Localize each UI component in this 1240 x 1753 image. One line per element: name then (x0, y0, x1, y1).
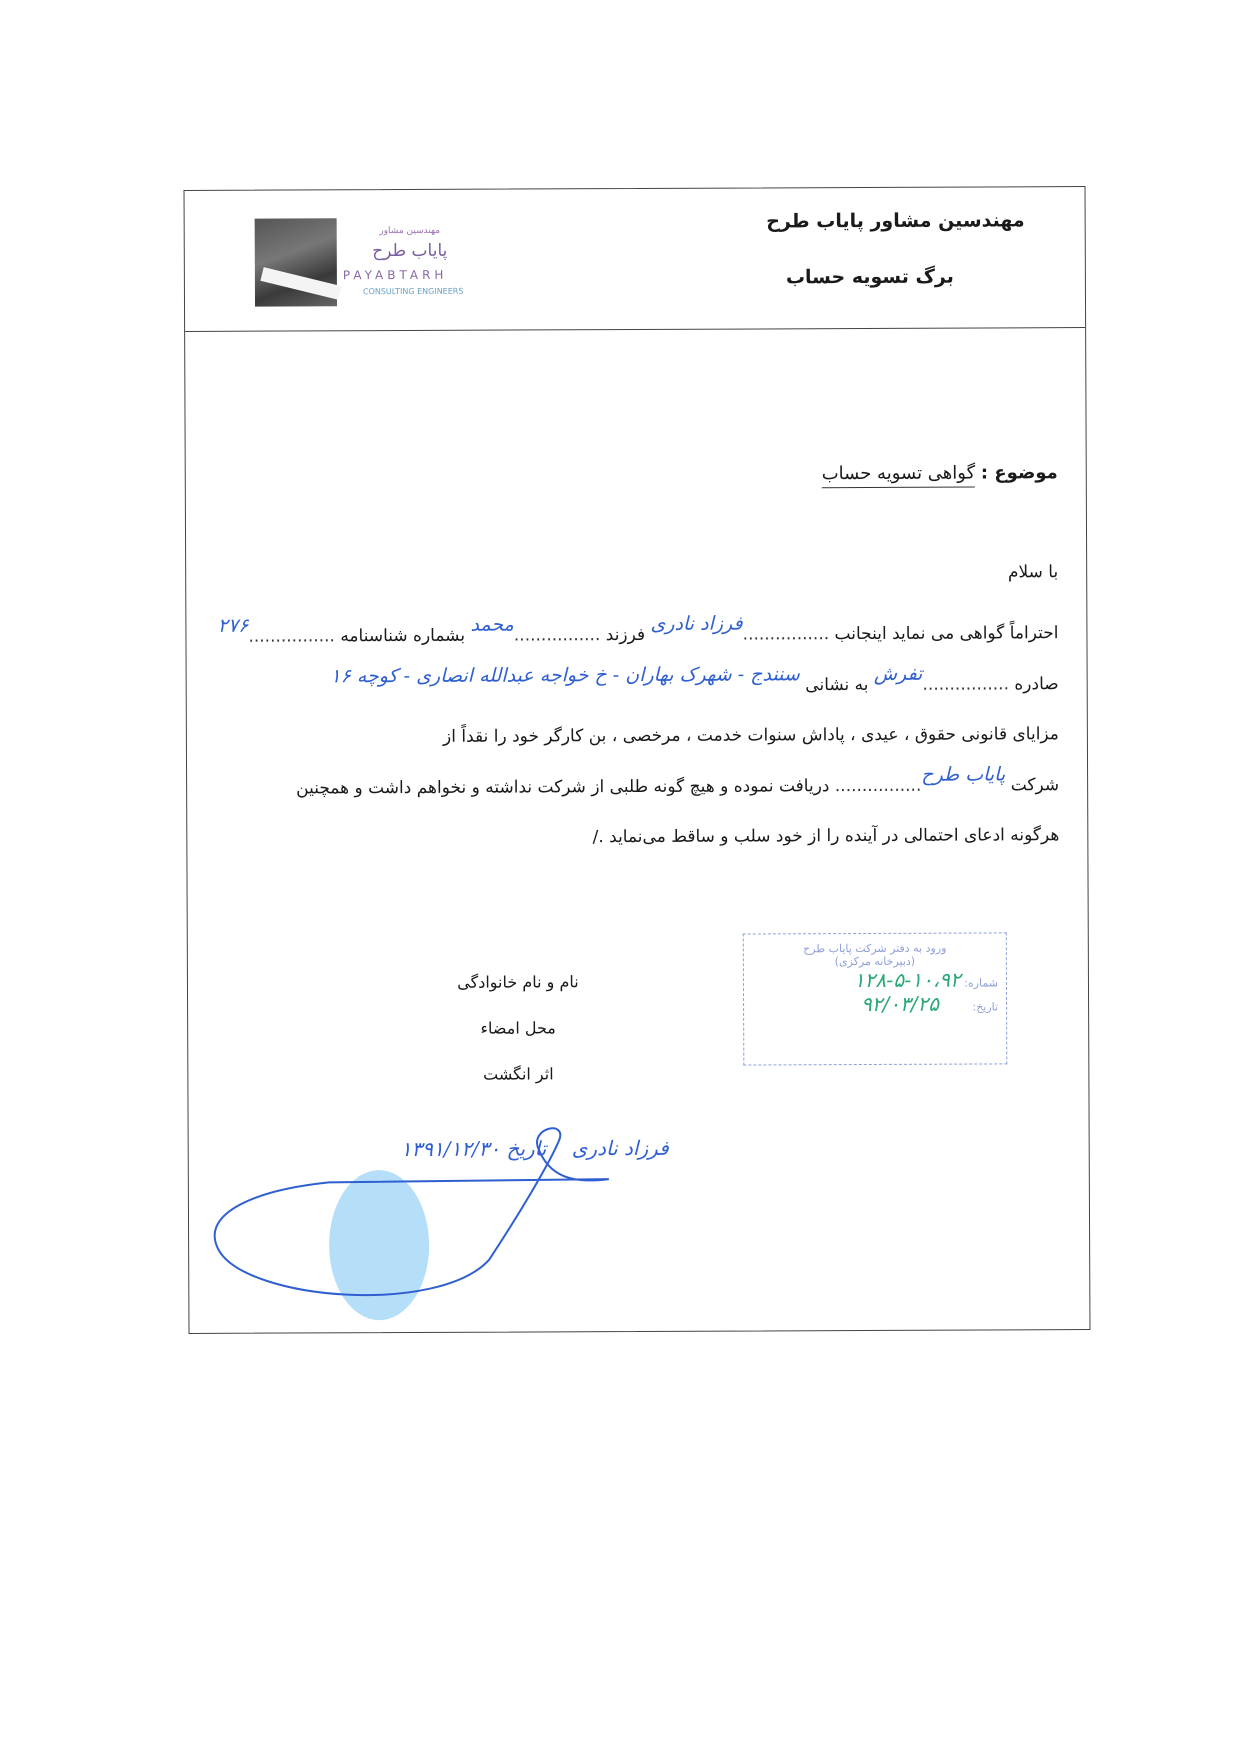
body-line-4 (199, 759, 1059, 814)
text: صادره (1014, 674, 1059, 695)
stamp-date-label: تاریخ: (972, 1000, 999, 1014)
handwritten-company: پایاب طرح (921, 763, 1006, 786)
subject-value: گواهی تسویه حساب (822, 463, 976, 489)
handwritten-name: فرزاد نادری (650, 612, 743, 635)
dots: ................ (922, 674, 1009, 695)
signature-name: فرزاد نادری (571, 1135, 669, 1161)
signature-date-label: تاریخ (506, 1136, 547, 1161)
stamp-number-label: شماره: (964, 976, 999, 990)
handwritten-issued: تفرش (873, 662, 923, 685)
document-frame (184, 186, 1091, 1334)
signature-date: ۱۳۹۱/۱۲/۳۰ (400, 1136, 501, 1162)
stamp-line-1: ورود به دفتر شرکت پایاب طرح (803, 941, 947, 956)
dots: ................ (248, 626, 335, 647)
text: به نشانی (805, 674, 869, 696)
label-full-name: نام و نام خانوادگی (457, 972, 579, 992)
text: فرزند (605, 624, 646, 646)
dots: ................ (513, 625, 601, 646)
label-fingerprint: اثر انگشت (483, 1064, 554, 1084)
handwritten-id: ۲۷۶ (217, 614, 249, 637)
body-line-5: هرگونه ادعای احتمالی در آینده را از خود سلب و ساقط می‌نماید ./ (592, 825, 1060, 848)
text: شرکت (1010, 775, 1060, 796)
form-title: برگ تسویه حساب (785, 265, 954, 289)
signature-and-fingerprint (189, 1119, 670, 1331)
label-signature: محل امضاء (480, 1018, 556, 1038)
subject-line (822, 462, 1058, 484)
body-line-3: مزایای قانونی حقوق ، عیدی ، پاداش سنوات خدمت ، مرخصی ، بن کارگر خود را نقداً از (442, 724, 1059, 747)
registration-stamp (743, 932, 1008, 1065)
logo-text-sub: CONSULTING ENGINEERS (362, 286, 464, 297)
body-line-1 (198, 607, 1058, 662)
body-paragraph (198, 607, 1059, 864)
stamp-line-2: (دبیرخانه مرکزی) (834, 954, 916, 969)
logo-text-small: مهندسین مشاور (379, 225, 441, 237)
body-line-2 (199, 658, 1059, 713)
stamp-number: ۱۰،۹۲-۵-۱۲۸ (853, 967, 961, 993)
logo-text-en: PAYABTARH (342, 267, 448, 283)
text: احتراماً گواهی می نماید اینجانب (834, 623, 1059, 645)
signature-labels (388, 959, 649, 1098)
company-name: مهندسین مشاور پایاب طرح (766, 209, 1025, 233)
dots: ................ (834, 775, 922, 797)
subject-label: موضوع : (980, 462, 1058, 484)
logo-icon (255, 218, 337, 306)
handwritten-father: محمد (470, 613, 514, 636)
greeting: با سلام (1007, 562, 1059, 583)
text: دریافت نموده و هیچ گونه طلبی از شرکت نداشته و نخواهم داشت و همچنین (296, 776, 830, 799)
dots: ................ (742, 624, 830, 645)
logo-text-fa: پایاب طرح (372, 240, 448, 262)
handwritten-address: سنندج - شهرک بهاران - خ خواجه عبدالله انصاری - کوچه ۱۶ (330, 663, 800, 688)
fingerprint-icon (329, 1170, 430, 1320)
stamp-date: ۹۲/۰۳/۲۵ (860, 991, 940, 1017)
header-divider (185, 327, 1085, 332)
text: بشماره شناسنامه (340, 625, 466, 647)
